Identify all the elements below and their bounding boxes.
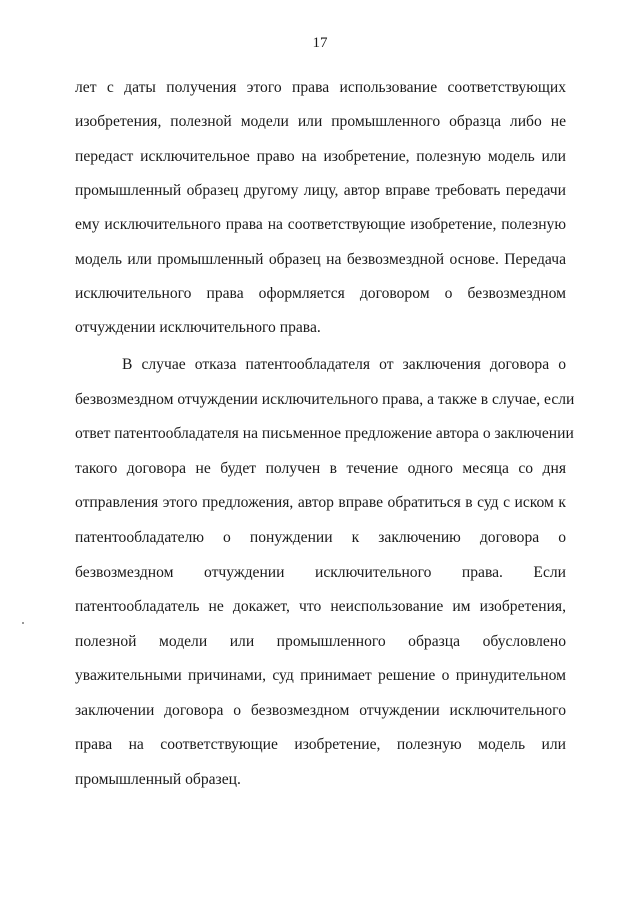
paragraph-2-line: права на соответствующие изобретение, полезную модель или: [75, 736, 566, 753]
margin-mark: [22, 622, 24, 624]
paragraph-1-line: передаст исключительное право на изобретение, полезную модель или: [75, 148, 566, 165]
paragraph-1-line: отчуждении исключительного права.: [75, 319, 321, 336]
paragraph-2-line: уважительными причинами, суд принимает решение о принудительном: [75, 667, 566, 684]
page-number: 17: [312, 35, 328, 51]
paragraph-1-line: модель или промышленный образец на безвозмездной основе. Передача: [75, 251, 566, 268]
paragraph-2-line: В случае отказа патентообладателя от заключения договора о: [122, 356, 566, 373]
paragraph-2-line: заключении договора о безвозмездном отчуждении исключительного: [75, 702, 566, 719]
paragraph-2-line: патентообладателю о понуждении к заключению договора о: [75, 529, 566, 546]
paragraph-2-line: полезной модели или промышленного образца обусловлено: [75, 633, 566, 650]
paragraph-2-line: отправления этого предложения, автор вправе обратиться в суд с иском к: [75, 494, 566, 511]
paragraph-2-line: ответ патентообладателя на письменное предложение автора о заключении: [75, 425, 574, 442]
paragraph-1-line: изобретения, полезной модели или промышленного образца либо не: [75, 113, 566, 130]
paragraph-1-line: промышленный образец другому лицу, автор вправе требовать передачи: [75, 182, 566, 199]
paragraph-2-line: безвозмездном отчуждении исключительного права. Если: [75, 564, 566, 581]
paragraph-2-line: такого договора не будет получен в течение одного месяца со дня: [75, 460, 566, 477]
paragraph-2-line: безвозмездном отчуждении исключительного права, а также в случае, если: [75, 391, 575, 408]
paragraph-1-line: лет с даты получения этого права использование соответствующих: [75, 79, 566, 96]
paragraph-1-line: ему исключительного права на соответствующие изобретение, полезную: [75, 216, 566, 233]
paragraph-2-line: патентообладатель не докажет, что неиспользование им изобретения,: [75, 598, 566, 615]
paragraph-1-line: исключительного права оформляется договором о безвозмездном: [75, 285, 566, 302]
paragraph-2-line: промышленный образец.: [75, 771, 241, 788]
